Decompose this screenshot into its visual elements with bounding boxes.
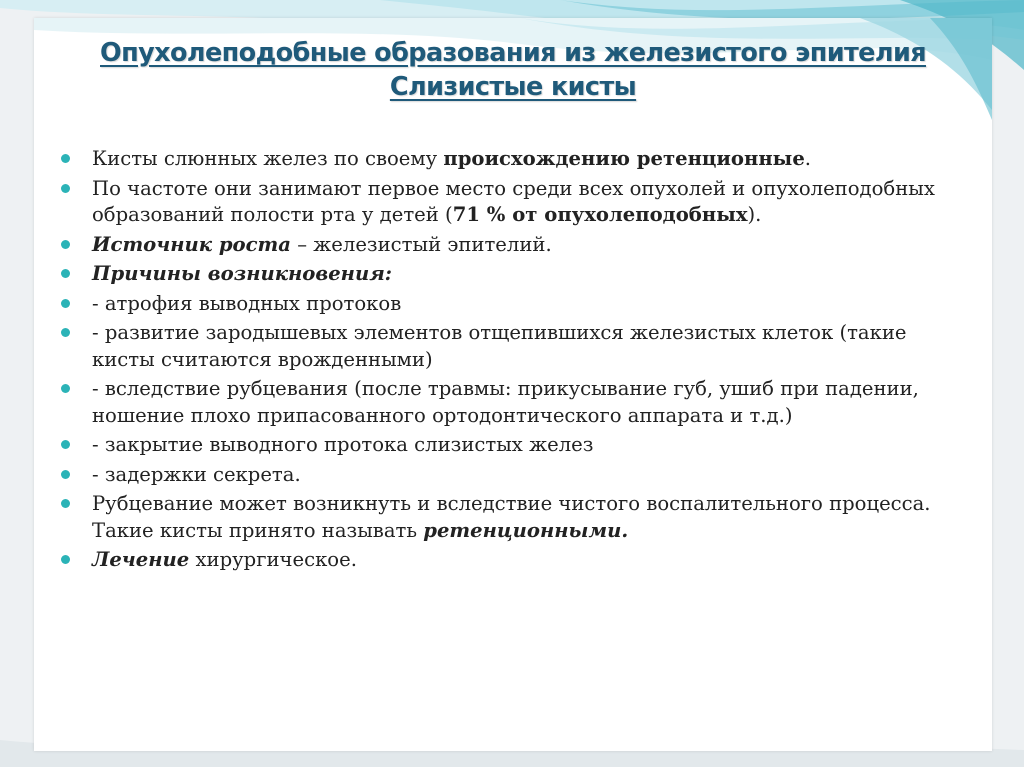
item-text: Кисты слюнных желез по своему [92,147,444,170]
bullet-dot-icon [61,470,70,479]
item-text: - закрытие выводного протока слизистых желез [92,433,594,456]
item-text: хирургическое. [189,548,357,571]
list-item [60,232,940,259]
list-item [60,146,940,173]
item-text: – железистый эпителий. [291,232,552,256]
list-item [60,432,940,459]
title-line-1: Опухолеподобные образования из железистого эпителия [100,38,926,68]
bullet-dot-icon [61,384,70,393]
bullet-dot-icon [61,154,70,163]
bullet-list [60,146,940,577]
bullet-dot-icon [61,240,70,249]
list-item [60,261,940,288]
bullet-dot-icon [61,499,70,508]
item-bold-italic-text: Причины возникновения: [92,262,393,285]
bullet-dot-icon [61,440,70,449]
list-item [60,291,940,318]
item-bold-text: происхождению ретенционные [443,147,805,170]
list-item [60,376,940,429]
bullet-dot-icon [61,299,70,308]
list-item [60,491,940,544]
list-item [60,176,940,229]
item-text: Рубцевание может возникнуть и вследствие чистого воспалительного процесса. Такие кисты принято называть [92,492,931,542]
bullet-dot-icon [61,328,70,337]
list-item [60,462,940,489]
item-bold-italic-text: Лечение [92,548,190,571]
item-text: - развитие зародышевых элементов отщепившихся железистых клеток (такие кисты считаются врожденными) [92,321,907,371]
bullet-dot-icon [61,269,70,278]
list-item [60,547,940,574]
slide-title [34,36,992,104]
title-line-2: Слизистые кисты [389,72,637,102]
item-text: - атрофия выводных протоков [92,291,402,315]
item-text: - вследствие рубцевания (после травмы: прикусывание губ, ушиб при падении, ношение плохо припасованного ортодонтического аппарата и т.д.) [92,377,919,427]
item-text: По частоте они занимают первое место среди всех опухолей и опухолеподобных образований полости рта у детей ( [92,176,935,226]
bullet-dot-icon [61,555,70,564]
item-bold-text: 71 % от опухолеподобных [452,203,748,226]
item-text: - задержки секрета. [92,462,301,486]
item-bold-italic-text: ретенционными. [423,518,629,542]
item-text: . [804,147,812,170]
item-bold-italic-text: Источник роста [92,232,291,256]
list-item [60,320,940,373]
bullet-dot-icon [61,184,70,193]
item-text: ). [747,203,762,226]
